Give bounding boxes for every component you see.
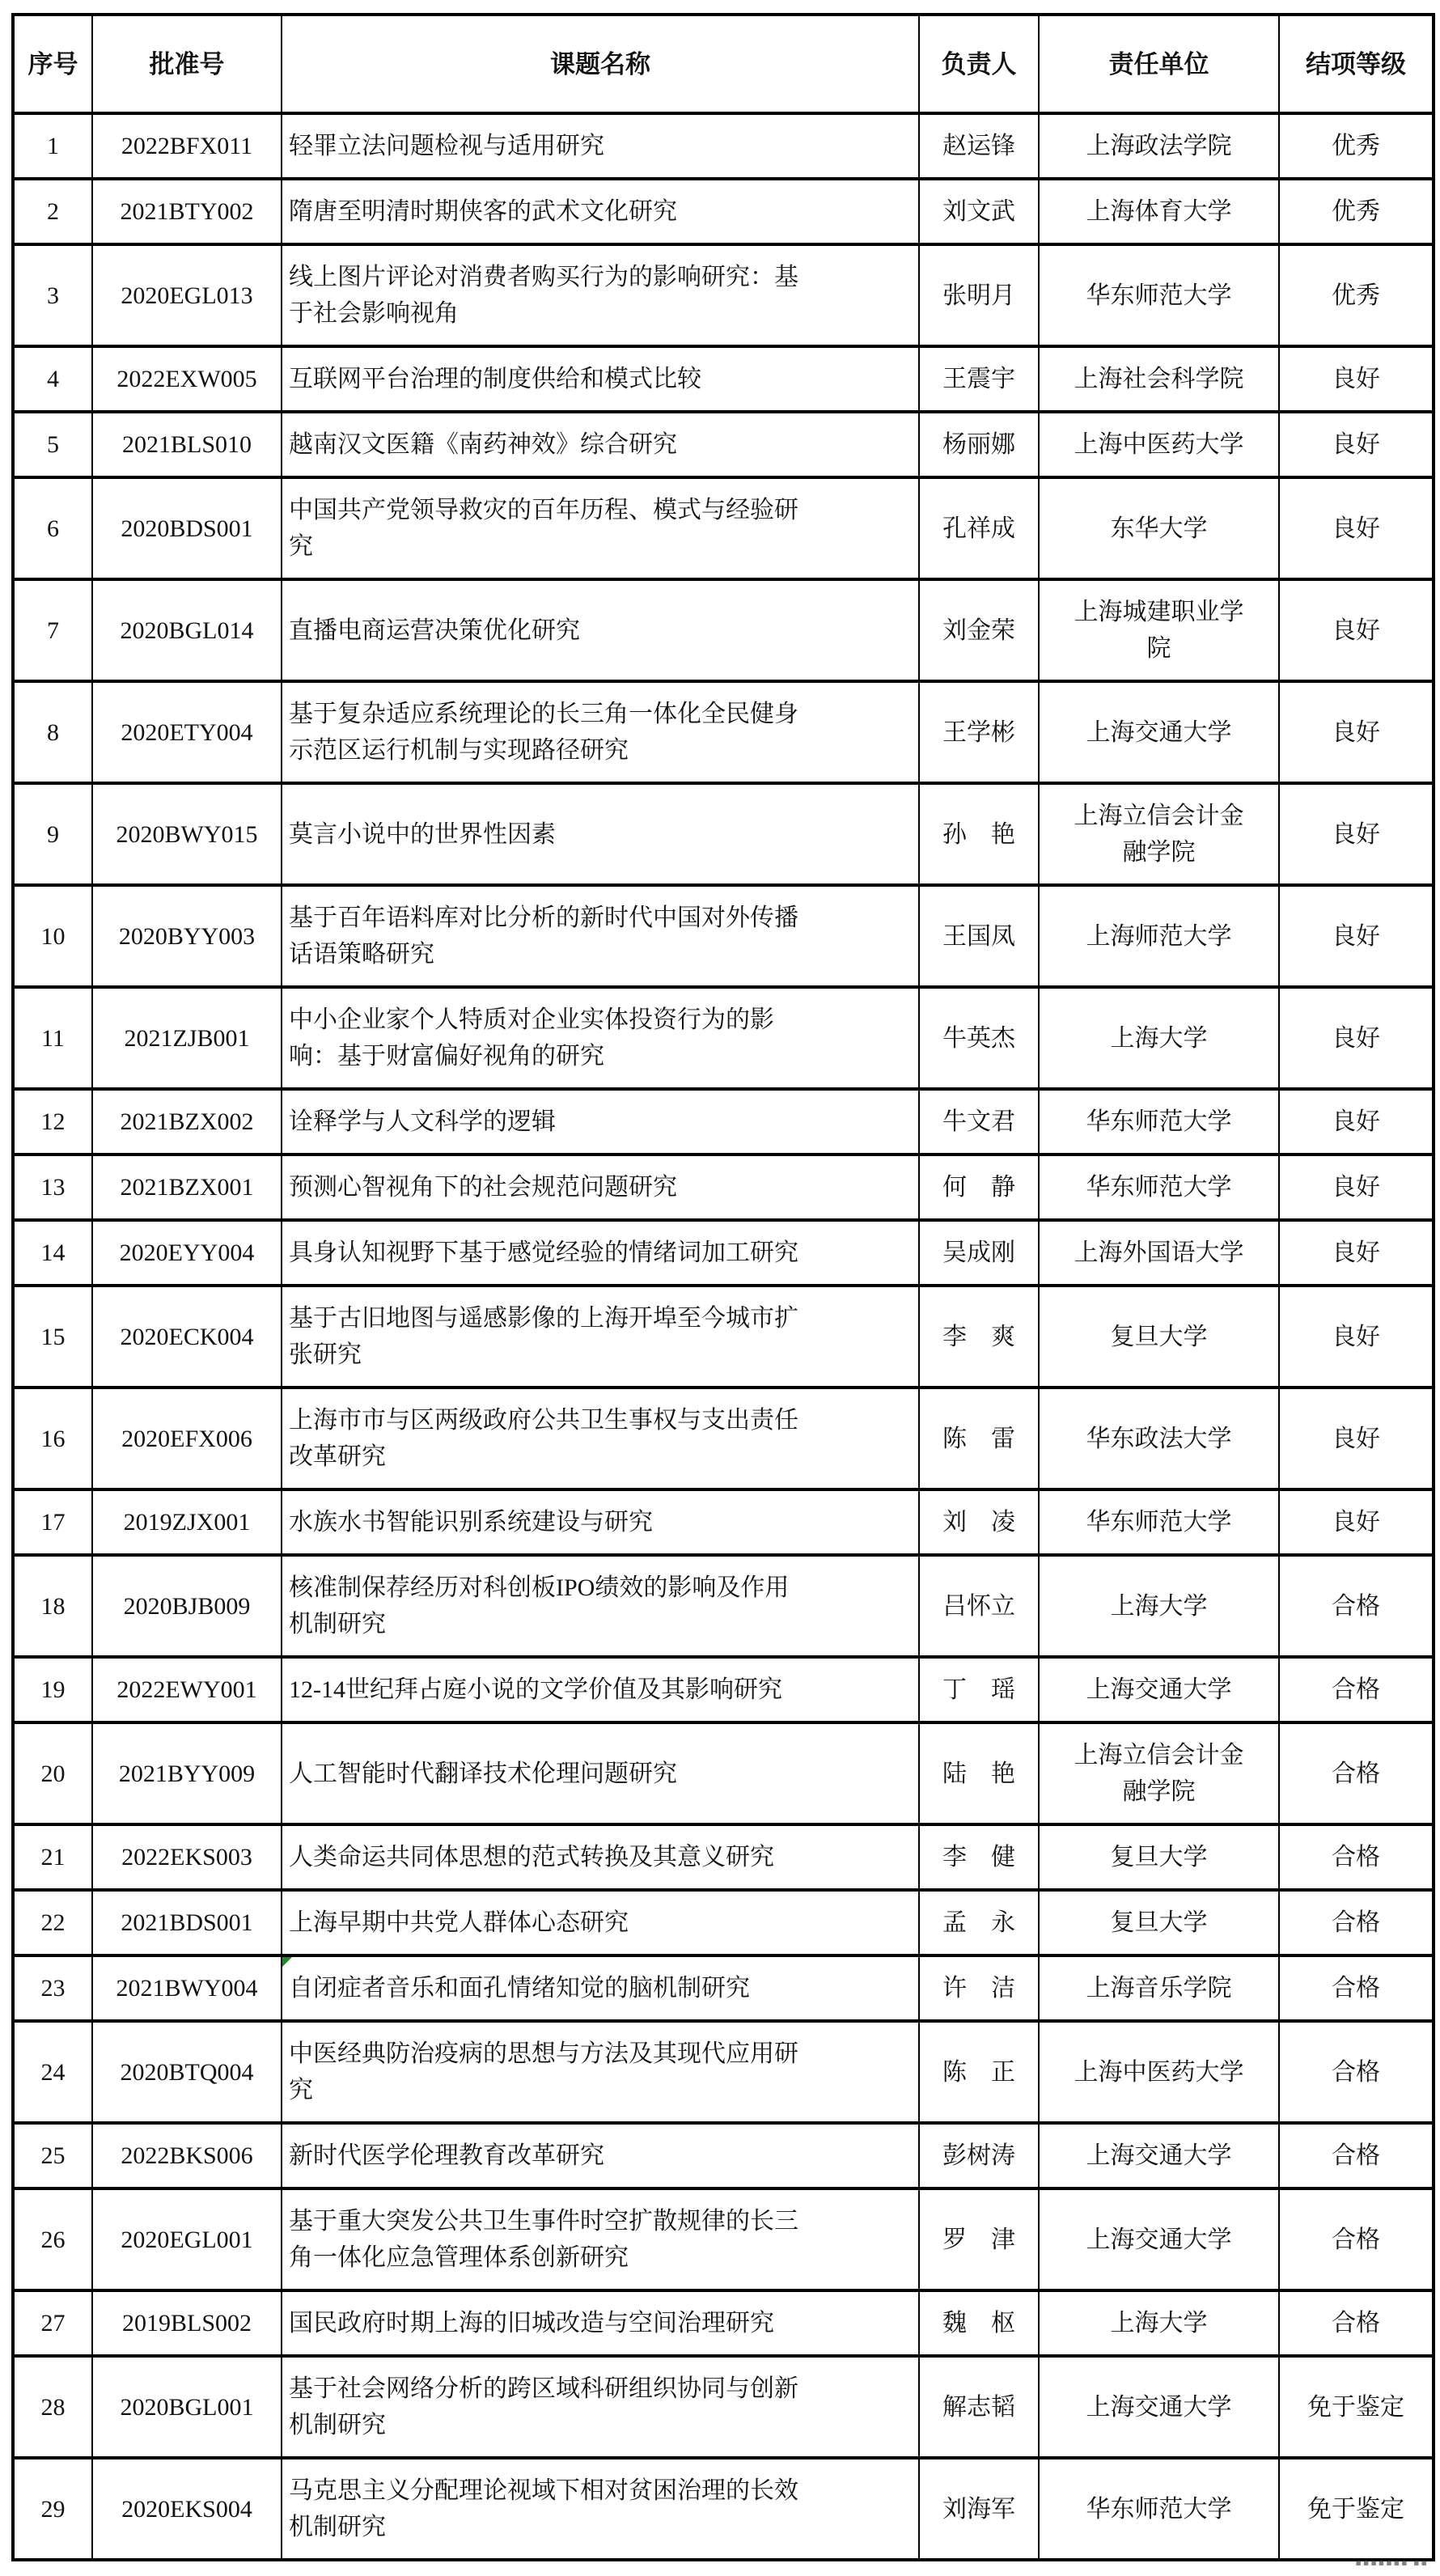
cell-project-title: 核准制保荐经历对科创板IPO绩效的影响及作用机制研究 — [282, 1555, 919, 1657]
cell-completion-grade: 免于鉴定 — [1279, 2458, 1434, 2560]
cell-leader: 牛英杰 — [919, 987, 1039, 1089]
cell-serial-number: 9 — [13, 783, 92, 885]
cell-serial-number: 14 — [13, 1220, 92, 1286]
cell-approval-number: 2020BTQ004 — [92, 2021, 282, 2123]
cell-serial-number: 6 — [13, 477, 92, 579]
cell-project-title: 自闭症者音乐和面孔情绪知觉的脑机制研究 — [282, 1955, 919, 2021]
cell-responsible-unit: 上海交通大学 — [1039, 681, 1279, 783]
cell-leader: 何 静 — [919, 1155, 1039, 1220]
cell-project-title: 互联网平台治理的制度供给和模式比较 — [282, 346, 919, 412]
cell-project-title: 12-14世纪拜占庭小说的文学价值及其影响研究 — [282, 1657, 919, 1722]
cell-approval-number: 2020BYY003 — [92, 885, 282, 987]
cell-approval-number: 2020ETY004 — [92, 681, 282, 783]
cell-responsible-unit: 上海大学 — [1039, 2290, 1279, 2356]
cell-completion-grade: 合格 — [1279, 1722, 1434, 1824]
cell-serial-number: 11 — [13, 987, 92, 1089]
cell-responsible-unit: 上海政法学院 — [1039, 113, 1279, 179]
cell-approval-number: 2020ECK004 — [92, 1286, 282, 1388]
cell-serial-number: 21 — [13, 1824, 92, 1890]
table-row — [13, 113, 1434, 179]
table-body — [13, 113, 1434, 2560]
cell-project-title: 上海早期中共党人群体心态研究 — [282, 1890, 919, 1955]
cell-project-title: 基于复杂适应系统理论的长三角一体化全民健身示范区运行机制与实现路径研究 — [282, 681, 919, 783]
cell-leader: 刘海军 — [919, 2458, 1039, 2560]
cell-approval-number: 2021BLS010 — [92, 412, 282, 477]
table-row — [13, 885, 1434, 987]
cell-project-title: 中医经典防治疫病的思想与方法及其现代应用研究 — [282, 2021, 919, 2123]
cell-approval-number: 2022EKS003 — [92, 1824, 282, 1890]
cell-approval-number: 2021ZJB001 — [92, 987, 282, 1089]
cell-leader: 罗 津 — [919, 2188, 1039, 2290]
cell-approval-number: 2019ZJX001 — [92, 1489, 282, 1555]
cell-completion-grade: 良好 — [1279, 477, 1434, 579]
cell-responsible-unit: 上海师范大学 — [1039, 885, 1279, 987]
cell-approval-number: 2020EGL001 — [92, 2188, 282, 2290]
header-serial-number: 序号 — [13, 15, 92, 113]
table-row — [13, 1220, 1434, 1286]
cell-leader: 王震宇 — [919, 346, 1039, 412]
table-row — [13, 1286, 1434, 1388]
cell-responsible-unit: 复旦大学 — [1039, 1824, 1279, 1890]
header-row — [13, 15, 1434, 113]
cell-responsible-unit: 上海体育大学 — [1039, 179, 1279, 244]
cell-approval-number: 2020EGL013 — [92, 244, 282, 346]
cell-approval-number: 2021BYY009 — [92, 1722, 282, 1824]
table-row — [13, 2458, 1434, 2560]
cell-leader: 李 爽 — [919, 1286, 1039, 1388]
cell-leader: 杨丽娜 — [919, 412, 1039, 477]
cell-responsible-unit: 华东师范大学 — [1039, 1489, 1279, 1555]
cell-serial-number: 3 — [13, 244, 92, 346]
cell-responsible-unit: 上海外国语大学 — [1039, 1220, 1279, 1286]
cell-serial-number: 8 — [13, 681, 92, 783]
table-row — [13, 346, 1434, 412]
table-row — [13, 244, 1434, 346]
cell-responsible-unit: 上海大学 — [1039, 987, 1279, 1089]
table-row — [13, 987, 1434, 1089]
cell-responsible-unit: 上海中医药大学 — [1039, 412, 1279, 477]
cell-serial-number: 17 — [13, 1489, 92, 1555]
cell-responsible-unit: 上海中医药大学 — [1039, 2021, 1279, 2123]
cell-completion-grade: 良好 — [1279, 1089, 1434, 1155]
cell-completion-grade: 合格 — [1279, 2188, 1434, 2290]
cell-completion-grade: 合格 — [1279, 2123, 1434, 2188]
cell-project-title: 水族水书智能识别系统建设与研究 — [282, 1489, 919, 1555]
table-row — [13, 1890, 1434, 1955]
cell-serial-number: 26 — [13, 2188, 92, 2290]
cell-approval-number: 2020EYY004 — [92, 1220, 282, 1286]
cell-leader: 刘金荣 — [919, 579, 1039, 681]
cell-leader: 李 健 — [919, 1824, 1039, 1890]
cell-serial-number: 19 — [13, 1657, 92, 1722]
cell-leader: 刘 凌 — [919, 1489, 1039, 1555]
table-row — [13, 2356, 1434, 2458]
table-row — [13, 1722, 1434, 1824]
cell-completion-grade: 良好 — [1279, 1286, 1434, 1388]
cell-approval-number: 2019BLS002 — [92, 2290, 282, 2356]
cell-completion-grade: 合格 — [1279, 1555, 1434, 1657]
cell-project-title: 人工智能时代翻译技术伦理问题研究 — [282, 1722, 919, 1824]
header-responsible-unit: 责任单位 — [1039, 15, 1279, 113]
cell-leader: 王国凤 — [919, 885, 1039, 987]
cell-leader: 王学彬 — [919, 681, 1039, 783]
cell-approval-number: 2020EFX006 — [92, 1388, 282, 1489]
cell-completion-grade: 合格 — [1279, 1824, 1434, 1890]
cell-approval-number: 2020BGL014 — [92, 579, 282, 681]
cell-project-title: 人类命运共同体思想的范式转换及其意义研究 — [282, 1824, 919, 1890]
cell-serial-number: 27 — [13, 2290, 92, 2356]
cell-responsible-unit: 上海音乐学院 — [1039, 1955, 1279, 2021]
cell-approval-number: 2020BDS001 — [92, 477, 282, 579]
cell-responsible-unit: 华东师范大学 — [1039, 244, 1279, 346]
cell-approval-number: 2022EWY001 — [92, 1657, 282, 1722]
cell-completion-grade: 良好 — [1279, 412, 1434, 477]
cell-responsible-unit: 上海交通大学 — [1039, 1657, 1279, 1722]
cell-completion-grade: 合格 — [1279, 1890, 1434, 1955]
table-row — [13, 783, 1434, 885]
cell-approval-number: 2021BDS001 — [92, 1890, 282, 1955]
cell-serial-number: 5 — [13, 412, 92, 477]
cell-responsible-unit: 上海城建职业学院 — [1039, 579, 1279, 681]
cell-serial-number: 24 — [13, 2021, 92, 2123]
results-table — [11, 13, 1435, 2561]
table-row — [13, 2123, 1434, 2188]
table-row — [13, 2290, 1434, 2356]
cell-approval-number: 2022BFX011 — [92, 113, 282, 179]
cell-serial-number: 16 — [13, 1388, 92, 1489]
cell-completion-grade: 良好 — [1279, 783, 1434, 885]
table-row — [13, 579, 1434, 681]
cell-approval-number: 2022EXW005 — [92, 346, 282, 412]
cell-leader: 陈 雷 — [919, 1388, 1039, 1489]
cell-responsible-unit: 复旦大学 — [1039, 1890, 1279, 1955]
cell-serial-number: 22 — [13, 1890, 92, 1955]
cell-completion-grade: 良好 — [1279, 1155, 1434, 1220]
cell-approval-number: 2022BKS006 — [92, 2123, 282, 2188]
cell-serial-number: 23 — [13, 1955, 92, 2021]
cell-leader: 陆 艳 — [919, 1722, 1039, 1824]
cell-approval-number: 2021BTY002 — [92, 179, 282, 244]
cell-responsible-unit: 上海交通大学 — [1039, 2356, 1279, 2458]
table-row — [13, 1089, 1434, 1155]
table-row — [13, 1955, 1434, 2021]
cell-responsible-unit: 华东师范大学 — [1039, 1155, 1279, 1220]
cell-responsible-unit: 上海立信会计金融学院 — [1039, 783, 1279, 885]
cell-leader: 解志韬 — [919, 2356, 1039, 2458]
cell-leader: 魏 枢 — [919, 2290, 1039, 2356]
cell-serial-number: 7 — [13, 579, 92, 681]
cell-approval-number: 2020EKS004 — [92, 2458, 282, 2560]
cell-leader: 陈 正 — [919, 2021, 1039, 2123]
cell-completion-grade: 优秀 — [1279, 244, 1434, 346]
cell-serial-number: 10 — [13, 885, 92, 987]
cell-leader: 孟 永 — [919, 1890, 1039, 1955]
cell-leader: 丁 瑶 — [919, 1657, 1039, 1722]
cell-responsible-unit: 东华大学 — [1039, 477, 1279, 579]
cell-serial-number: 29 — [13, 2458, 92, 2560]
cell-project-title: 新时代医学伦理教育改革研究 — [282, 2123, 919, 2188]
cell-project-title: 基于百年语料库对比分析的新时代中国对外传播话语策略研究 — [282, 885, 919, 987]
cell-project-title: 线上图片评论对消费者购买行为的影响研究：基于社会影响视角 — [282, 244, 919, 346]
cell-serial-number: 12 — [13, 1089, 92, 1155]
table-row — [13, 1489, 1434, 1555]
cell-project-title: 隋唐至明清时期侠客的武术文化研究 — [282, 179, 919, 244]
cell-project-title: 中国共产党领导救灾的百年历程、模式与经验研究 — [282, 477, 919, 579]
watermark-fragment: ▪▪▪▪▪▪▪ ▪▪ — [1355, 2557, 1429, 2568]
cell-responsible-unit: 华东师范大学 — [1039, 1089, 1279, 1155]
cell-project-title: 轻罪立法问题检视与适用研究 — [282, 113, 919, 179]
cell-completion-grade: 合格 — [1279, 2290, 1434, 2356]
cell-responsible-unit: 上海大学 — [1039, 1555, 1279, 1657]
cell-approval-number: 2020BWY015 — [92, 783, 282, 885]
cell-project-title: 诠释学与人文科学的逻辑 — [282, 1089, 919, 1155]
cell-serial-number: 2 — [13, 179, 92, 244]
cell-project-title: 基于重大突发公共卫生事件时空扩散规律的长三角一体化应急管理体系创新研究 — [282, 2188, 919, 2290]
cell-completion-grade: 合格 — [1279, 1955, 1434, 2021]
cell-approval-number: 2021BWY004 — [92, 1955, 282, 2021]
cell-serial-number: 15 — [13, 1286, 92, 1388]
cell-leader: 许 洁 — [919, 1955, 1039, 2021]
cell-leader: 刘文武 — [919, 179, 1039, 244]
cell-leader: 赵运锋 — [919, 113, 1039, 179]
table-row — [13, 681, 1434, 783]
cell-completion-grade: 良好 — [1279, 681, 1434, 783]
cell-project-title: 上海市市与区两级政府公共卫生事权与支出责任改革研究 — [282, 1388, 919, 1489]
cell-project-title: 莫言小说中的世界性因素 — [282, 783, 919, 885]
cell-completion-grade: 优秀 — [1279, 113, 1434, 179]
header-leader: 负责人 — [919, 15, 1039, 113]
cell-project-title: 具身认知视野下基于感觉经验的情绪词加工研究 — [282, 1220, 919, 1286]
cell-leader: 孙 艳 — [919, 783, 1039, 885]
header-completion-grade: 结项等级 — [1279, 15, 1434, 113]
cell-responsible-unit: 上海交通大学 — [1039, 2188, 1279, 2290]
cell-completion-grade: 合格 — [1279, 2021, 1434, 2123]
cell-leader: 牛文君 — [919, 1089, 1039, 1155]
cell-approval-number: 2020BGL001 — [92, 2356, 282, 2458]
cell-leader: 吕怀立 — [919, 1555, 1039, 1657]
cell-completion-grade: 免于鉴定 — [1279, 2356, 1434, 2458]
cell-completion-grade: 良好 — [1279, 1220, 1434, 1286]
table-row — [13, 1824, 1434, 1890]
cell-responsible-unit: 复旦大学 — [1039, 1286, 1279, 1388]
table-row — [13, 1155, 1434, 1220]
cell-responsible-unit: 上海交通大学 — [1039, 2123, 1279, 2188]
cell-serial-number: 20 — [13, 1722, 92, 1824]
table-row — [13, 2188, 1434, 2290]
cell-project-title: 基于古旧地图与遥感影像的上海开埠至今城市扩张研究 — [282, 1286, 919, 1388]
cell-completion-grade: 良好 — [1279, 346, 1434, 412]
cell-completion-grade: 良好 — [1279, 579, 1434, 681]
cell-serial-number: 18 — [13, 1555, 92, 1657]
cell-completion-grade: 良好 — [1279, 1489, 1434, 1555]
cell-responsible-unit: 上海社会科学院 — [1039, 346, 1279, 412]
cell-leader: 彭树涛 — [919, 2123, 1039, 2188]
cell-project-title: 越南汉文医籍《南药神效》综合研究 — [282, 412, 919, 477]
cell-project-title: 国民政府时期上海的旧城改造与空间治理研究 — [282, 2290, 919, 2356]
cell-completion-grade: 合格 — [1279, 1657, 1434, 1722]
cell-project-title: 中小企业家个人特质对企业实体投资行为的影响：基于财富偏好视角的研究 — [282, 987, 919, 1089]
cell-serial-number: 4 — [13, 346, 92, 412]
table-row — [13, 1555, 1434, 1657]
table-row — [13, 412, 1434, 477]
cell-completion-grade: 良好 — [1279, 885, 1434, 987]
cell-serial-number: 13 — [13, 1155, 92, 1220]
cell-responsible-unit: 华东师范大学 — [1039, 2458, 1279, 2560]
table-row — [13, 1657, 1434, 1722]
header-approval-number: 批准号 — [92, 15, 282, 113]
table-row — [13, 1388, 1434, 1489]
cell-responsible-unit: 上海立信会计金融学院 — [1039, 1722, 1279, 1824]
cell-approval-number: 2021BZX001 — [92, 1155, 282, 1220]
cell-serial-number: 1 — [13, 113, 92, 179]
cell-approval-number: 2020BJB009 — [92, 1555, 282, 1657]
cell-serial-number: 25 — [13, 2123, 92, 2188]
table-header — [13, 15, 1434, 113]
header-project-title: 课题名称 — [282, 15, 919, 113]
cell-completion-grade: 良好 — [1279, 987, 1434, 1089]
table-row — [13, 477, 1434, 579]
cell-project-title: 基于社会网络分析的跨区域科研组织协同与创新机制研究 — [282, 2356, 919, 2458]
cell-corner-marker-icon — [282, 1957, 292, 1967]
cell-approval-number: 2021BZX002 — [92, 1089, 282, 1155]
cell-completion-grade: 优秀 — [1279, 179, 1434, 244]
cell-serial-number: 28 — [13, 2356, 92, 2458]
cell-project-title: 预测心智视角下的社会规范问题研究 — [282, 1155, 919, 1220]
cell-project-title: 直播电商运营决策优化研究 — [282, 579, 919, 681]
table-row — [13, 179, 1434, 244]
cell-project-title: 马克思主义分配理论视域下相对贫困治理的长效机制研究 — [282, 2458, 919, 2560]
table-row — [13, 2021, 1434, 2123]
cell-leader: 张明月 — [919, 244, 1039, 346]
cell-leader: 吴成刚 — [919, 1220, 1039, 1286]
cell-completion-grade: 良好 — [1279, 1388, 1434, 1489]
cell-leader: 孔祥成 — [919, 477, 1039, 579]
cell-responsible-unit: 华东政法大学 — [1039, 1388, 1279, 1489]
